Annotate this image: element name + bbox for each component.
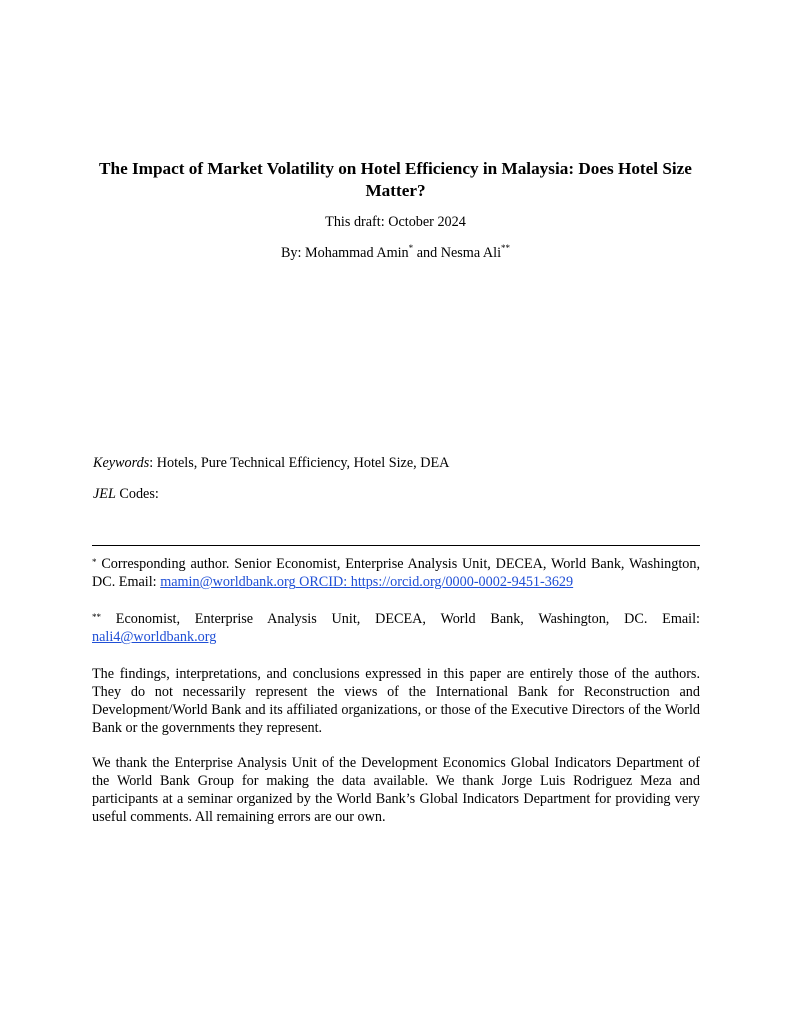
footnote-2-text: Economist, Enterprise Analysis Unit, DECEA, World Bank, Washington, DC. Email:: [101, 611, 700, 627]
orcid-link[interactable]: https://orcid.org/0000-0002-9451-3629: [350, 574, 574, 590]
email-link-ali[interactable]: nali4@worldbank.org: [92, 629, 217, 645]
footnote-divider: [92, 545, 700, 546]
footnote-mark-2: **: [501, 243, 511, 253]
footnote-mark-1: *: [408, 243, 414, 253]
footnote-1-mark: *: [92, 557, 97, 567]
email-link-amin[interactable]: mamin@worldbank.org: [160, 574, 296, 590]
disclaimer-paragraph: The findings, interpretations, and conclusions expressed in this paper are entirely those of the authors. They do not necessarily represent the views of the International Bank for Reconstruction and Development/World Bank and its affiliated organizations, or those of the Executive Directors of the World Bank or the governments they represent.: [92, 666, 700, 736]
footnote-2-mark: **: [92, 612, 101, 622]
jel-codes-line: [93, 486, 159, 503]
keywords-text: : Hotels, Pure Technical Efficiency, Hotel Size, DEA: [149, 455, 450, 471]
orcid-label-link[interactable]: ORCID:: [295, 574, 351, 590]
footnote-1-text: Corresponding author. Senior Economist, Enterprise Analysis Unit, DECEA, World Bank, Washington, DC. Email:: [92, 556, 700, 590]
acknowledgements-paragraph: We thank the Enterprise Analysis Unit of the Development Economics Global Indicators Department of the World Bank Group for making the data available. We thank Jorge Luis Rodriguez Meza and participants at a seminar organized by the World Bank’s Global Indicators Department for providing very useful comments. All remaining errors are our own.: [92, 755, 700, 825]
paper-title: The Impact of Market Volatility on Hotel Efficiency in Malaysia: Does Hotel Size Matter?: [99, 159, 692, 200]
byline-first-author: By: Mohammad Amin: [280, 245, 409, 261]
footnote-1: [92, 555, 700, 591]
byline-second-author: and Nesma Ali: [413, 245, 502, 261]
draft-date: This draft: October 2024: [325, 214, 466, 230]
footnote-2: [92, 610, 700, 646]
jel-label: JEL: [93, 486, 116, 502]
keywords-label: Keywords: [93, 455, 150, 471]
keywords-line: [93, 455, 449, 472]
jel-text: Codes:: [115, 486, 159, 502]
author-byline: [90, 245, 701, 262]
